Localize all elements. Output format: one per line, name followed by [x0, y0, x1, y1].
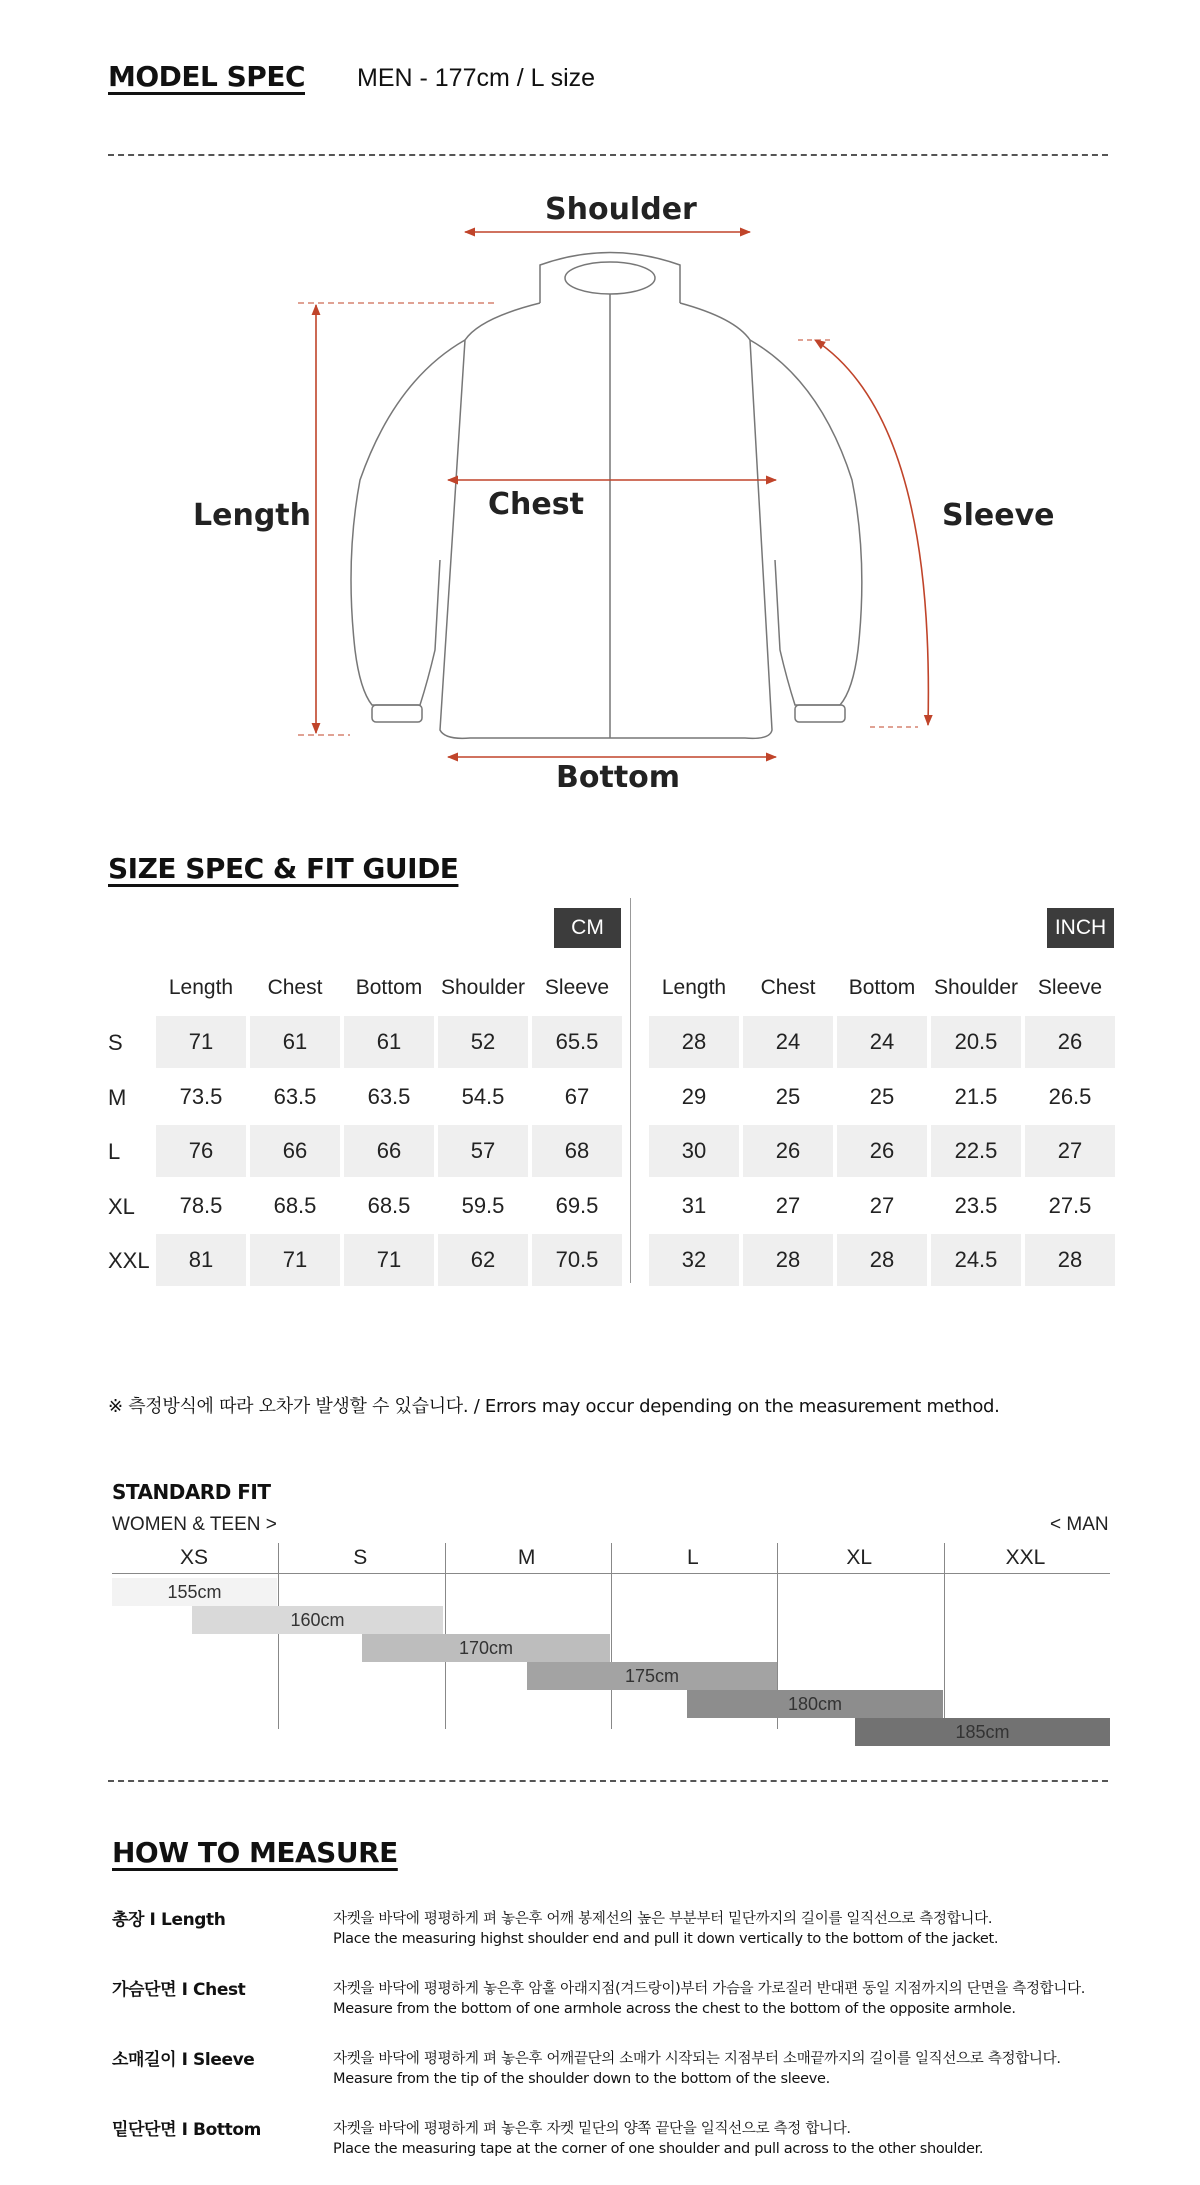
- cm-cell: 81: [156, 1234, 246, 1286]
- cm-col-bottom: Bottom: [355, 976, 423, 999]
- measure-desc-en: Place the measuring highst shoulder end and pull it down vertically to the bottom of the jacket.: [333, 1931, 999, 1947]
- cm-cell: 70.5: [532, 1234, 622, 1286]
- cm-col-chest: Chest: [267, 976, 323, 999]
- jacket-outline: [351, 253, 862, 739]
- size-spec-title: SIZE SPEC & FIT GUIDE: [108, 852, 459, 885]
- measure-desc-en: Measure from the tip of the shoulder down to the bottom of the sleeve.: [333, 2071, 830, 2087]
- cm-cell: 67: [564, 1083, 590, 1109]
- jacket-diagram: [0, 180, 1200, 800]
- fit-size-label: XXL: [1005, 1546, 1046, 1569]
- fit-size-label: L: [687, 1546, 699, 1569]
- divider: [108, 1780, 1108, 1782]
- size-row-label: XL: [108, 1193, 135, 1219]
- cm-cell: 63.5: [273, 1083, 317, 1109]
- inch-col-chest: Chest: [760, 976, 816, 999]
- cm-cell: 57: [438, 1125, 528, 1177]
- inch-cell: 31: [681, 1192, 707, 1218]
- cm-cell: 66: [250, 1125, 340, 1177]
- measure-key: 소매길이 I Sleeve: [112, 2050, 255, 2070]
- label-sleeve: Sleeve: [942, 498, 1055, 533]
- fit-size-label: XL: [846, 1546, 873, 1569]
- cm-cell: 71: [250, 1234, 340, 1286]
- inch-cell: 28: [743, 1234, 833, 1286]
- inch-cell: 24: [743, 1016, 833, 1068]
- measure-desc-ko: 자켓을 바닥에 평평하게 펴 놓은후 자켓 밑단의 양쪽 끝단을 일직선으로 측정 합니다.: [333, 2121, 851, 2137]
- fit-bar: 185cm: [855, 1718, 1110, 1746]
- label-shoulder: Shoulder: [545, 192, 697, 227]
- unit-badge-inch: INCH: [1047, 908, 1114, 948]
- cm-cell: 63.5: [367, 1083, 411, 1109]
- inch-cell: 29: [681, 1083, 707, 1109]
- cm-cell: 61: [344, 1016, 434, 1068]
- inch-col-shoulder: Shoulder: [933, 976, 1019, 999]
- fit-bar: 170cm: [362, 1634, 610, 1662]
- inch-cell: 28: [1025, 1234, 1115, 1286]
- inch-cell: 25: [869, 1083, 895, 1109]
- fit-right-label: < MAN: [1050, 1514, 1109, 1535]
- fit-gridline: [944, 1543, 945, 1729]
- fit-bar: 180cm: [687, 1690, 943, 1718]
- cm-col-length: Length: [168, 976, 234, 999]
- cm-cell: 54.5: [461, 1083, 505, 1109]
- fit-gridline: [278, 1543, 279, 1729]
- fit-bar: 155cm: [112, 1578, 277, 1606]
- inch-cell: 26: [743, 1125, 833, 1177]
- measure-key: 총장 I Length: [112, 1910, 226, 1930]
- measure-key: 밑단단면 I Bottom: [112, 2120, 261, 2140]
- divider: [108, 154, 1108, 156]
- measure-desc-ko: 자켓을 바닥에 평평하게 펴 놓은후 어깨끝단의 소매가 시작되는 지점부터 소매끝까지의 길이를 일직선으로 측정합니다.: [333, 2051, 1061, 2067]
- label-length: Length: [193, 498, 311, 533]
- measure-desc-ko: 자켓을 바닥에 평평하게 놓은후 암홀 아래지점(겨드랑이)부터 가슴을 가로질러 반대편 동일 지점까지의 단면을 측정합니다.: [333, 1981, 1086, 1997]
- cm-cell: 71: [156, 1016, 246, 1068]
- measurement-note: ※ 측정방식에 따라 오차가 발생할 수 있습니다. / Errors may occur depending on the measurement method.: [108, 1396, 1000, 1417]
- model-spec-value: MEN - 177cm / L size: [357, 64, 596, 92]
- inch-cell: 28: [837, 1234, 927, 1286]
- cm-cell: 69.5: [555, 1192, 599, 1218]
- table-separator: [630, 898, 631, 1283]
- cm-cell: 68: [532, 1125, 622, 1177]
- fit-size-label: M: [517, 1546, 536, 1569]
- cm-cell: 78.5: [179, 1192, 223, 1218]
- fit-title: STANDARD FIT: [112, 1480, 271, 1504]
- inch-cell: 30: [649, 1125, 739, 1177]
- measure-desc-en: Place the measuring tape at the corner of one shoulder and pull across to the other shoulder.: [333, 2141, 984, 2157]
- inch-col-bottom: Bottom: [848, 976, 916, 999]
- size-row-label: XXL: [108, 1248, 150, 1273]
- inch-cell: 24: [837, 1016, 927, 1068]
- cm-cell: 71: [344, 1234, 434, 1286]
- size-row-label: S: [108, 1030, 123, 1055]
- label-chest: Chest: [488, 487, 584, 522]
- inch-cell: 26: [1025, 1016, 1115, 1068]
- cm-col-shoulder: Shoulder: [440, 976, 526, 999]
- inch-cell: 27: [1025, 1125, 1115, 1177]
- inch-cell: 27: [775, 1192, 801, 1218]
- unit-badge-cm: CM: [554, 908, 621, 948]
- cm-cell: 76: [156, 1125, 246, 1177]
- cm-cell: 73.5: [179, 1083, 223, 1109]
- inch-cell: 28: [649, 1016, 739, 1068]
- measure-key: 가슴단면 I Chest: [112, 1980, 246, 2000]
- inch-cell: 27.5: [1048, 1192, 1092, 1218]
- inch-cell: 20.5: [931, 1016, 1021, 1068]
- inch-col-length: Length: [661, 976, 727, 999]
- cm-cell: 62: [438, 1234, 528, 1286]
- cm-cell: 61: [250, 1016, 340, 1068]
- label-bottom: Bottom: [556, 760, 681, 795]
- model-spec-title: MODEL SPEC: [108, 60, 305, 93]
- inch-cell: 26: [837, 1125, 927, 1177]
- measure-arrows: [298, 232, 928, 757]
- size-row-label: L: [108, 1139, 121, 1164]
- fit-size-label: S: [353, 1546, 368, 1569]
- cm-cell: 66: [344, 1125, 434, 1177]
- inch-cell: 32: [649, 1234, 739, 1286]
- fit-gridline: [611, 1543, 612, 1729]
- fit-size-label: XS: [179, 1546, 208, 1569]
- inch-cell: 21.5: [954, 1083, 998, 1109]
- cm-cell: 65.5: [532, 1016, 622, 1068]
- how-to-measure-title: HOW TO MEASURE: [112, 1836, 398, 1869]
- inch-cell: 27: [869, 1192, 895, 1218]
- measure-desc-en: Measure from the bottom of one armhole across the chest to the bottom of the opposite armhole.: [333, 2001, 1016, 2017]
- cm-cell: 68.5: [367, 1192, 411, 1218]
- fit-left-label: WOMEN & TEEN >: [112, 1514, 277, 1535]
- cm-cell: 68.5: [273, 1192, 317, 1218]
- inch-cell: 24.5: [931, 1234, 1021, 1286]
- measure-desc-ko: 자켓을 바닥에 평평하게 펴 놓은후 어깨 봉제선의 높은 부분부터 밑단까지의 길이를 일직선으로 측정합니다.: [333, 1911, 993, 1927]
- inch-cell: 25: [775, 1083, 801, 1109]
- inch-cell: 22.5: [931, 1125, 1021, 1177]
- inch-cell: 26.5: [1048, 1083, 1092, 1109]
- cm-col-sleeve: Sleeve: [544, 976, 610, 999]
- inch-col-sleeve: Sleeve: [1037, 976, 1103, 999]
- size-row-label: M: [108, 1084, 127, 1110]
- fit-bar: 175cm: [527, 1662, 777, 1690]
- inch-cell: 23.5: [954, 1192, 998, 1218]
- cm-cell: 52: [438, 1016, 528, 1068]
- fit-bar: 160cm: [192, 1606, 443, 1634]
- cm-cell: 59.5: [461, 1192, 505, 1218]
